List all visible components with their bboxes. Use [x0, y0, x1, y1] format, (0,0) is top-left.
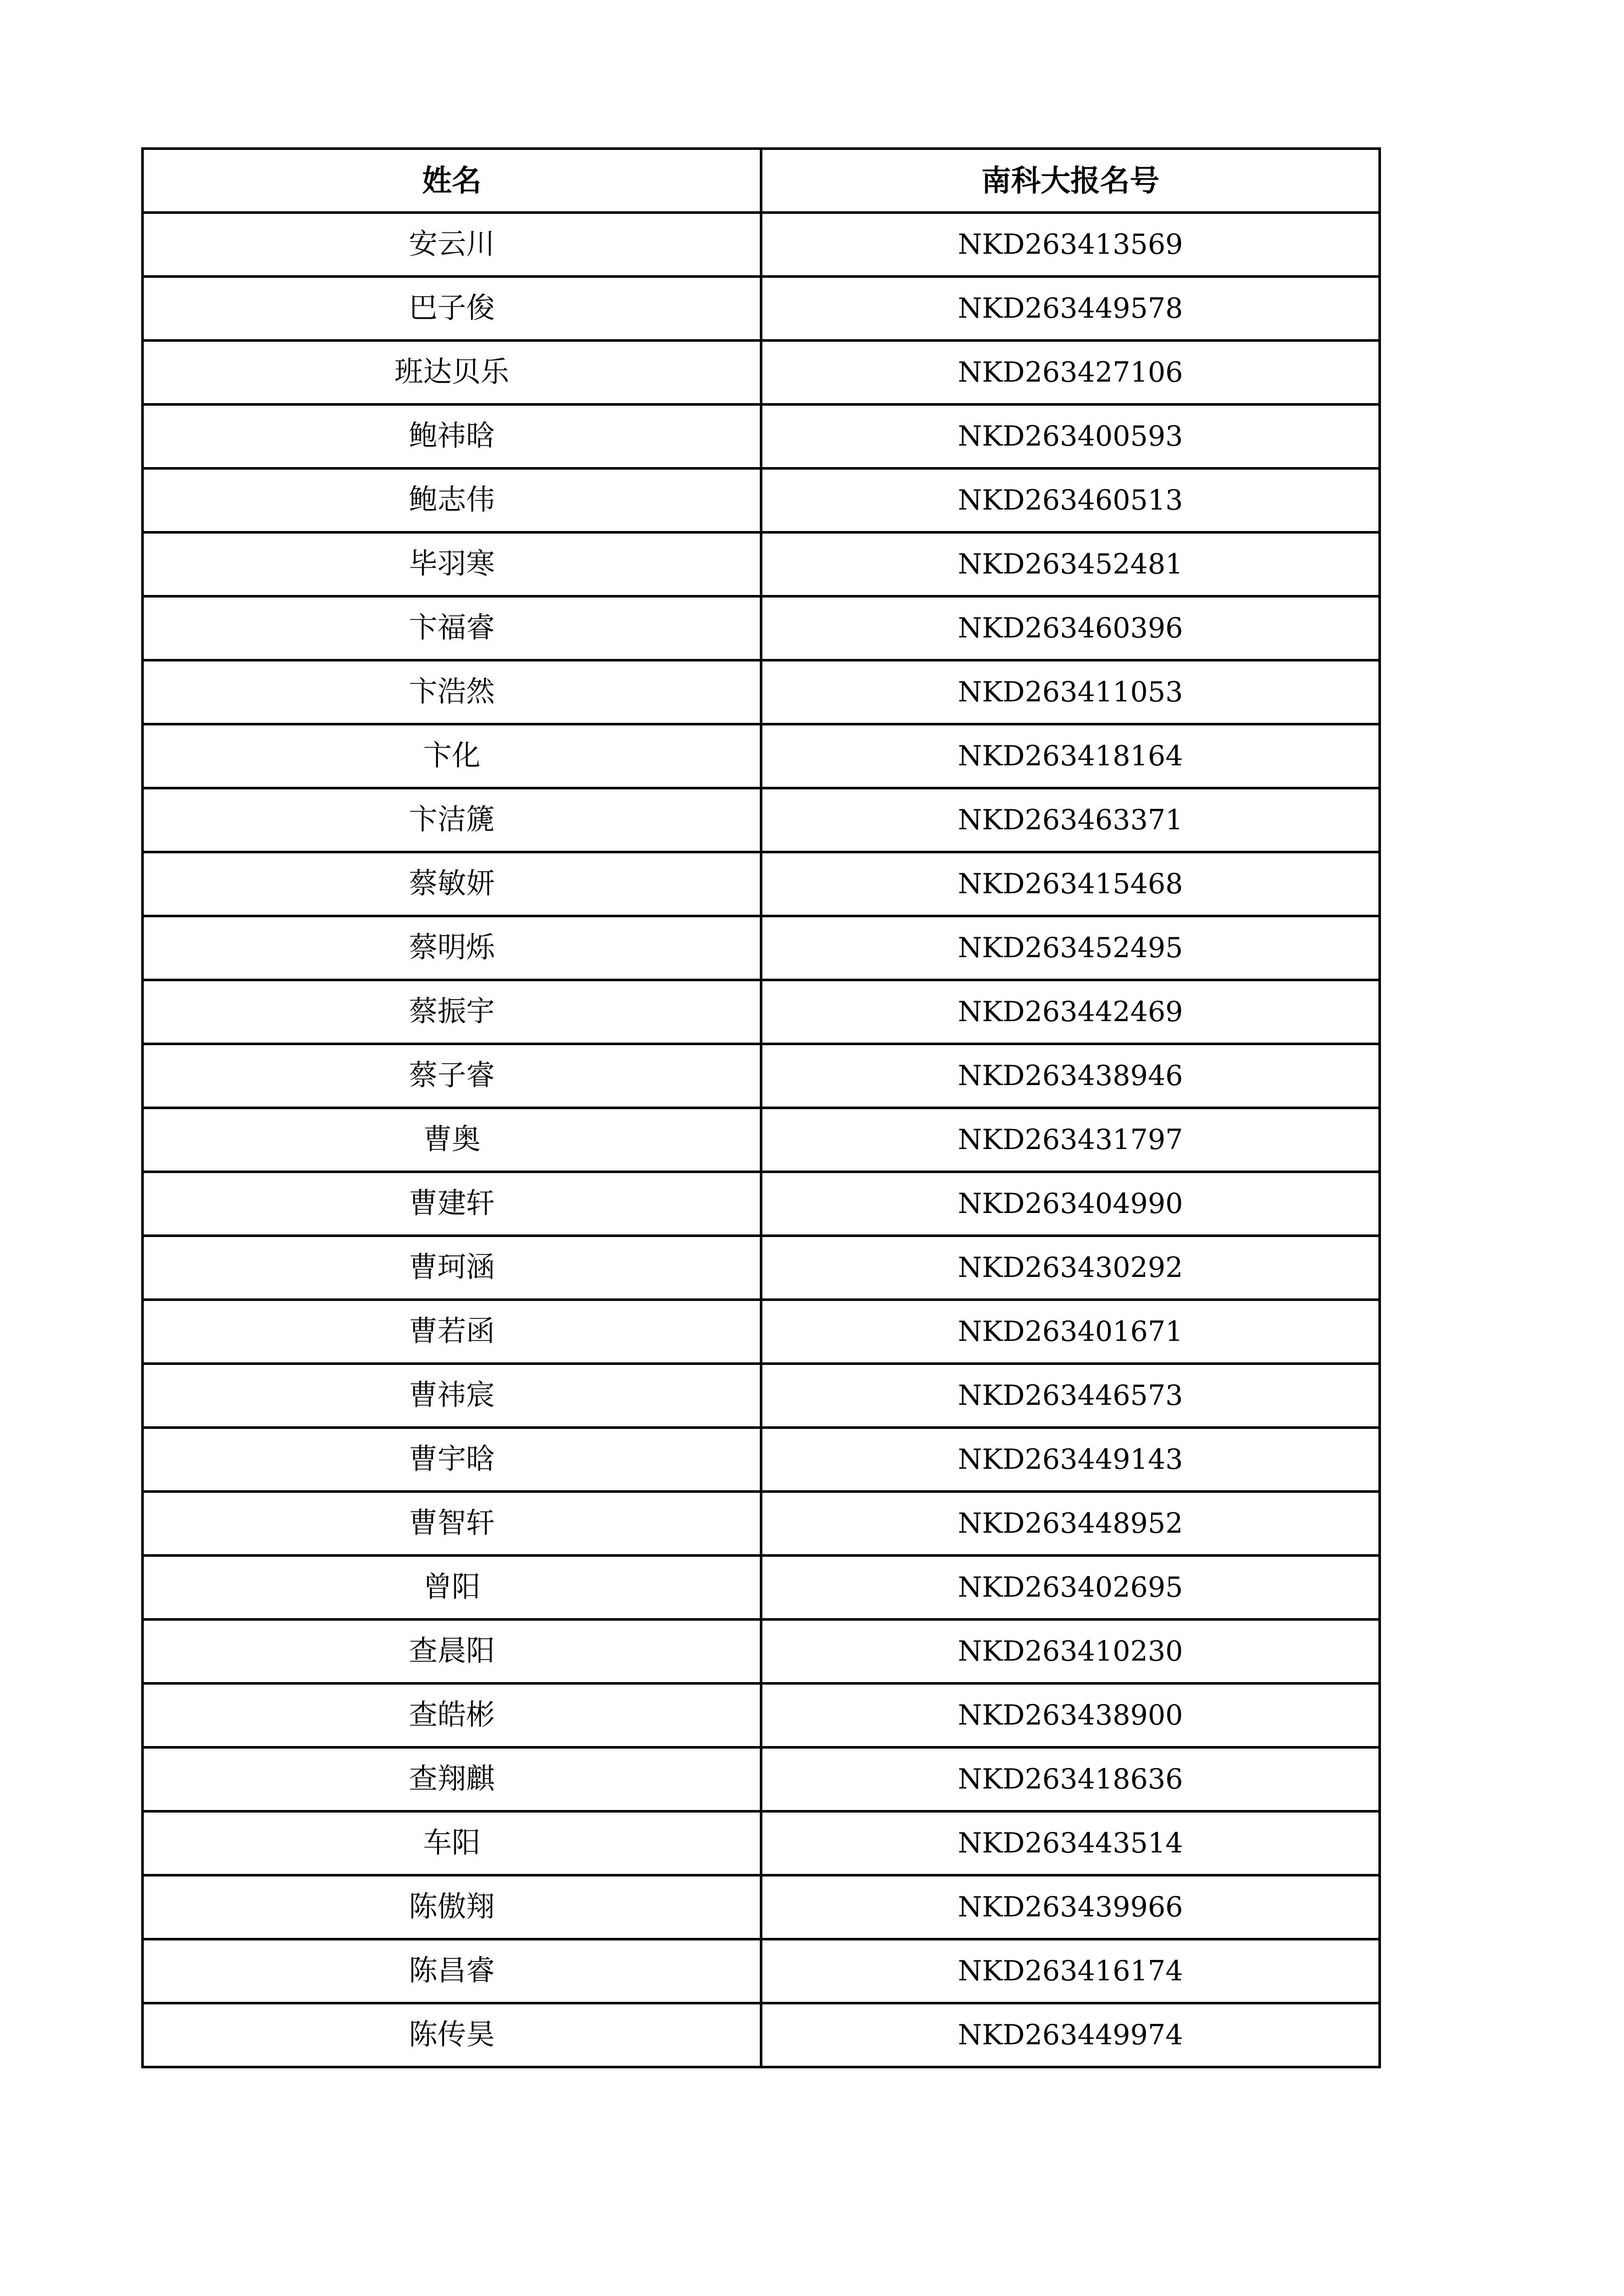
cell-name: 蔡子睿	[143, 1044, 761, 1108]
table-row	[143, 788, 1380, 852]
cell-name: 安云川	[143, 213, 761, 277]
cell-name: 曹珂涵	[143, 1236, 761, 1300]
table-row	[143, 277, 1380, 341]
cell-registration-no: NKD263402695	[761, 1556, 1380, 1620]
cell-registration-no: NKD263452481	[761, 533, 1380, 597]
table-row	[143, 1939, 1380, 2003]
table-row	[143, 1044, 1380, 1108]
table-row	[143, 916, 1380, 980]
cell-name: 陈傲翔	[143, 1875, 761, 1939]
cell-name: 鲍志伟	[143, 469, 761, 533]
cell-registration-no: NKD263418164	[761, 724, 1380, 788]
cell-name: 巴子俊	[143, 277, 761, 341]
cell-name: 曹祎宸	[143, 1364, 761, 1428]
cell-name: 查翔麒	[143, 1748, 761, 1812]
cell-name: 班达贝乐	[143, 341, 761, 405]
cell-name: 陈昌睿	[143, 1939, 761, 2003]
cell-registration-no: NKD263460396	[761, 597, 1380, 660]
cell-name: 蔡敏妍	[143, 852, 761, 916]
cell-name: 蔡明烁	[143, 916, 761, 980]
cell-registration-no: NKD263443514	[761, 1812, 1380, 1875]
cell-name: 曹智轩	[143, 1492, 761, 1556]
cell-name: 蔡振宇	[143, 980, 761, 1044]
cell-registration-no: NKD263438946	[761, 1044, 1380, 1108]
cell-name: 卞洁篪	[143, 788, 761, 852]
cell-name: 曹奥	[143, 1108, 761, 1172]
cell-registration-no: NKD263427106	[761, 341, 1380, 405]
cell-name: 毕羽寒	[143, 533, 761, 597]
table-row	[143, 1236, 1380, 1300]
table-row	[143, 1492, 1380, 1556]
table-row	[143, 1748, 1380, 1812]
cell-name: 车阳	[143, 1812, 761, 1875]
cell-name: 陈传昊	[143, 2003, 761, 2067]
cell-registration-no: NKD263400593	[761, 405, 1380, 469]
cell-registration-no: NKD263431797	[761, 1108, 1380, 1172]
cell-name: 查晨阳	[143, 1620, 761, 1684]
table-row	[143, 1620, 1380, 1684]
cell-registration-no: NKD263411053	[761, 660, 1380, 724]
cell-registration-no: NKD263415468	[761, 852, 1380, 916]
table-row	[143, 405, 1380, 469]
table-row	[143, 469, 1380, 533]
cell-name: 卞化	[143, 724, 761, 788]
roster-table	[141, 147, 1381, 2068]
table-row	[143, 1556, 1380, 1620]
table-row	[143, 1812, 1380, 1875]
cell-registration-no: NKD263438900	[761, 1684, 1380, 1748]
table-row	[143, 852, 1380, 916]
table-row	[143, 660, 1380, 724]
cell-registration-no: NKD263404990	[761, 1172, 1380, 1236]
table-row	[143, 1300, 1380, 1364]
cell-registration-no: NKD263416174	[761, 1939, 1380, 2003]
cell-name: 卞福睿	[143, 597, 761, 660]
cell-registration-no: NKD263463371	[761, 788, 1380, 852]
column-header-registration-no: 南科大报名号	[761, 149, 1380, 213]
table-header	[143, 149, 1380, 213]
header-row	[143, 149, 1380, 213]
table-row	[143, 1108, 1380, 1172]
cell-registration-no: NKD263452495	[761, 916, 1380, 980]
cell-name: 查皓彬	[143, 1684, 761, 1748]
table-row	[143, 724, 1380, 788]
cell-registration-no: NKD263430292	[761, 1236, 1380, 1300]
table-row	[143, 1172, 1380, 1236]
table-row	[143, 1875, 1380, 1939]
cell-name: 卞浩然	[143, 660, 761, 724]
cell-name: 鲍祎晗	[143, 405, 761, 469]
cell-registration-no: NKD263442469	[761, 980, 1380, 1044]
table-row	[143, 1364, 1380, 1428]
cell-registration-no: NKD263418636	[761, 1748, 1380, 1812]
table-row	[143, 980, 1380, 1044]
table-row	[143, 213, 1380, 277]
cell-registration-no: NKD263449578	[761, 277, 1380, 341]
cell-name: 曹建轩	[143, 1172, 761, 1236]
table-row	[143, 341, 1380, 405]
column-header-name: 姓名	[143, 149, 761, 213]
table-row	[143, 2003, 1380, 2067]
table-row	[143, 533, 1380, 597]
cell-registration-no: NKD263449143	[761, 1428, 1380, 1492]
cell-registration-no: NKD263413569	[761, 213, 1380, 277]
cell-registration-no: NKD263448952	[761, 1492, 1380, 1556]
cell-registration-no: NKD263410230	[761, 1620, 1380, 1684]
cell-name: 曹宇晗	[143, 1428, 761, 1492]
cell-registration-no: NKD263446573	[761, 1364, 1380, 1428]
cell-name: 曾阳	[143, 1556, 761, 1620]
cell-registration-no: NKD263401671	[761, 1300, 1380, 1364]
cell-registration-no: NKD263439966	[761, 1875, 1380, 1939]
table-row	[143, 597, 1380, 660]
table-body	[143, 213, 1380, 2067]
table-row	[143, 1428, 1380, 1492]
cell-registration-no: NKD263460513	[761, 469, 1380, 533]
cell-name: 曹若函	[143, 1300, 761, 1364]
cell-registration-no: NKD263449974	[761, 2003, 1380, 2067]
table-row	[143, 1684, 1380, 1748]
